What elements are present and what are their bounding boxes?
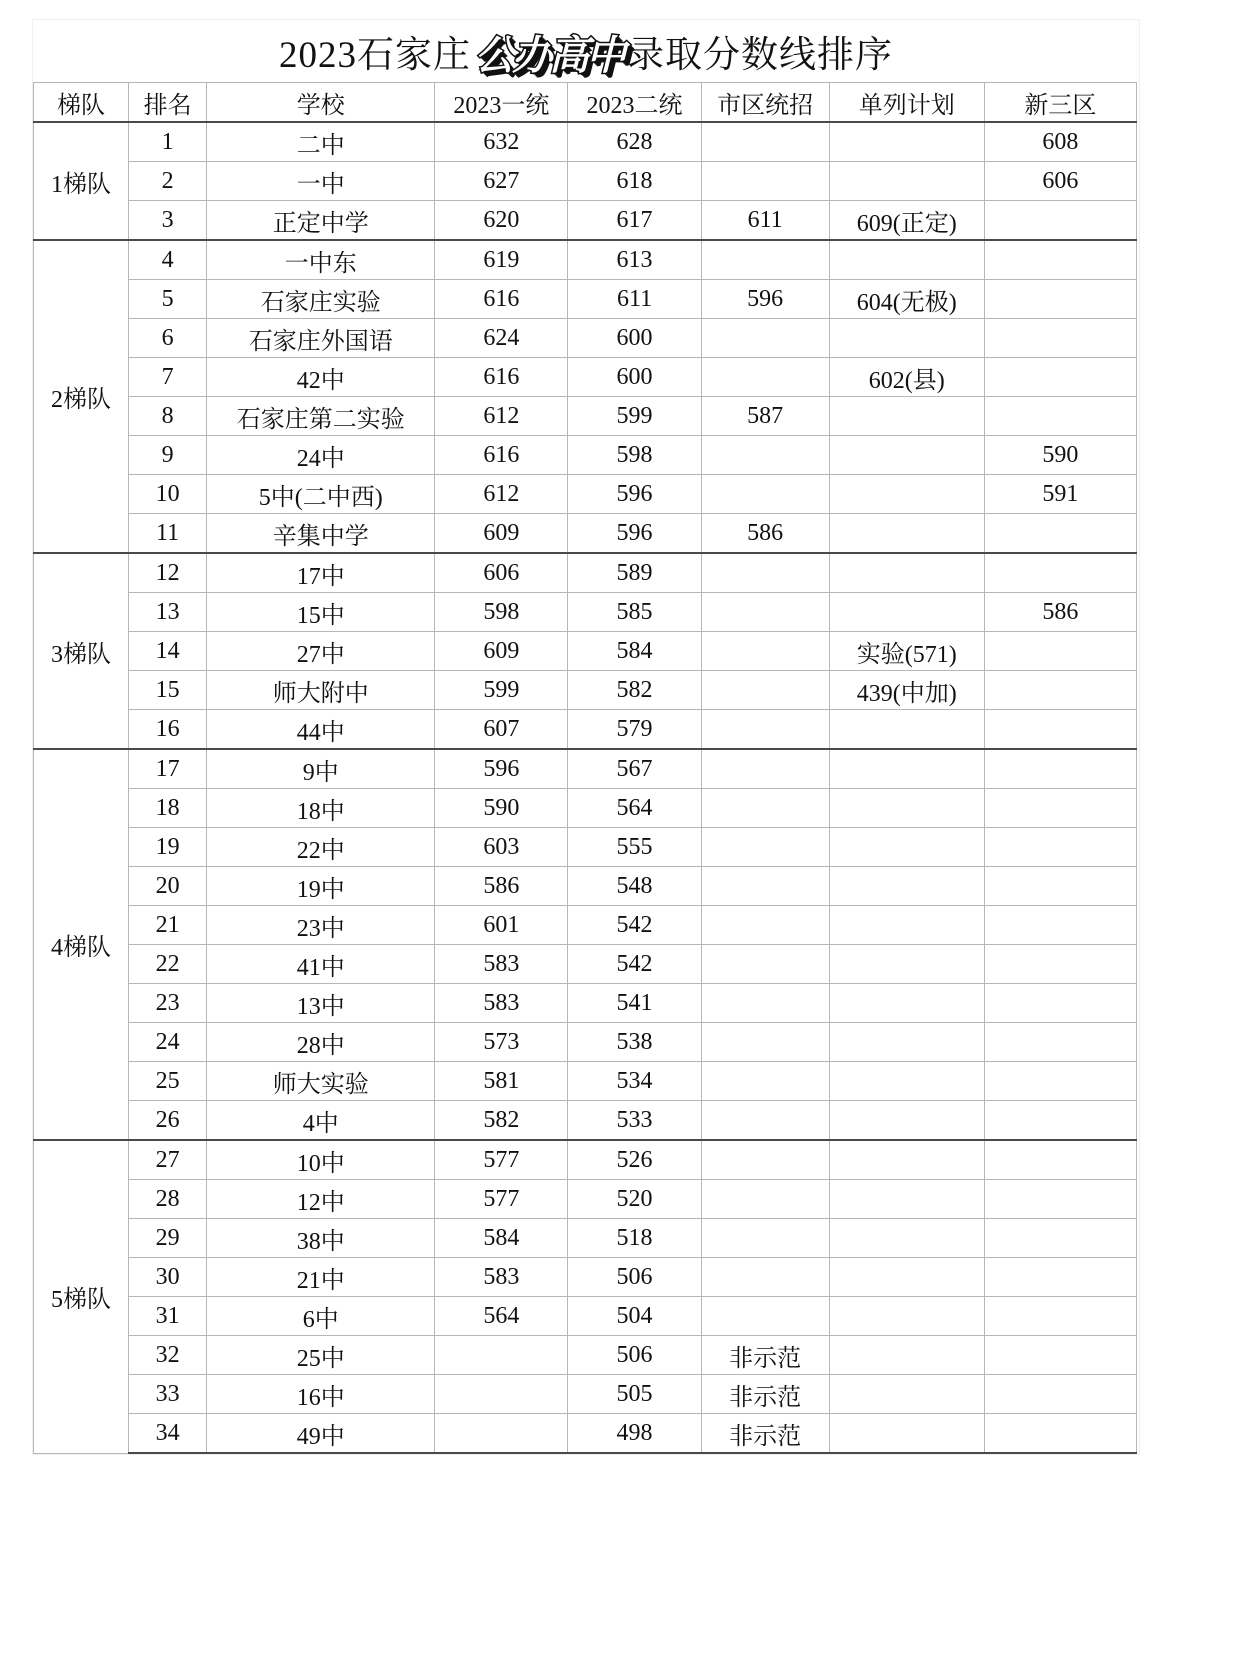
column-header-separate-plan: 单列计划 xyxy=(829,83,984,123)
cell-city-admission xyxy=(701,1180,829,1219)
cell-school: 4中 xyxy=(207,1101,435,1141)
tier-label-cell: 1梯队 xyxy=(34,122,129,240)
cell-exam1-score: 577 xyxy=(435,1140,568,1180)
cell-exam2-score: 541 xyxy=(568,984,701,1023)
cell-exam1-score: 616 xyxy=(435,436,568,475)
cell-school: 10中 xyxy=(207,1140,435,1180)
cell-rank: 2 xyxy=(129,162,207,201)
cell-school: 辛集中学 xyxy=(207,514,435,554)
table-row xyxy=(34,1101,1137,1141)
cell-exam2-score: 579 xyxy=(568,710,701,750)
cell-exam2-score: 506 xyxy=(568,1336,701,1375)
cell-exam2-score: 589 xyxy=(568,553,701,593)
cell-school: 42中 xyxy=(207,358,435,397)
cell-new-three-districts: 591 xyxy=(984,475,1136,514)
cell-city-admission xyxy=(701,710,829,750)
cell-new-three-districts xyxy=(984,789,1136,828)
table-row xyxy=(34,867,1137,906)
cell-school: 21中 xyxy=(207,1258,435,1297)
cell-city-admission: 596 xyxy=(701,280,829,319)
cell-separate-plan: 604(无极) xyxy=(829,280,984,319)
cell-exam1-score: 583 xyxy=(435,945,568,984)
cell-exam2-score: 596 xyxy=(568,475,701,514)
cell-new-three-districts xyxy=(984,632,1136,671)
cell-rank: 31 xyxy=(129,1297,207,1336)
cell-rank: 3 xyxy=(129,201,207,241)
cell-exam1-score: 598 xyxy=(435,593,568,632)
cell-new-three-districts: 608 xyxy=(984,122,1136,162)
tier-label-cell: 2梯队 xyxy=(34,240,129,553)
cell-rank: 25 xyxy=(129,1062,207,1101)
cell-city-admission xyxy=(701,945,829,984)
cell-rank: 9 xyxy=(129,436,207,475)
cell-school: 正定中学 xyxy=(207,201,435,241)
column-header-rank: 排名 xyxy=(129,83,207,123)
cell-separate-plan: 602(县) xyxy=(829,358,984,397)
cell-new-three-districts xyxy=(984,319,1136,358)
cell-school: 9中 xyxy=(207,749,435,789)
cell-school: 二中 xyxy=(207,122,435,162)
cell-exam1-score: 581 xyxy=(435,1062,568,1101)
cell-exam1-score: 590 xyxy=(435,789,568,828)
cell-rank: 21 xyxy=(129,906,207,945)
table-row xyxy=(34,828,1137,867)
cell-new-three-districts xyxy=(984,671,1136,710)
cell-city-admission: 非示范 xyxy=(701,1336,829,1375)
cell-school: 19中 xyxy=(207,867,435,906)
cell-exam1-score: 583 xyxy=(435,984,568,1023)
tier-label-cell: 3梯队 xyxy=(34,553,129,749)
cell-rank: 1 xyxy=(129,122,207,162)
cell-city-admission xyxy=(701,632,829,671)
column-header-exam1: 2023一统 xyxy=(435,83,568,123)
cell-exam2-score: 628 xyxy=(568,122,701,162)
cell-separate-plan xyxy=(829,162,984,201)
cell-separate-plan xyxy=(829,319,984,358)
cell-separate-plan xyxy=(829,789,984,828)
cell-separate-plan xyxy=(829,593,984,632)
cell-separate-plan xyxy=(829,240,984,280)
cell-rank: 13 xyxy=(129,593,207,632)
table-row xyxy=(34,593,1137,632)
cell-exam1-score: 603 xyxy=(435,828,568,867)
cell-city-admission xyxy=(701,789,829,828)
cell-separate-plan: 439(中加) xyxy=(829,671,984,710)
cell-city-admission xyxy=(701,162,829,201)
cell-rank: 24 xyxy=(129,1023,207,1062)
cell-exam1-score: 612 xyxy=(435,397,568,436)
cell-school: 38中 xyxy=(207,1219,435,1258)
cell-separate-plan xyxy=(829,984,984,1023)
cell-rank: 11 xyxy=(129,514,207,554)
table-row xyxy=(34,632,1137,671)
cell-rank: 8 xyxy=(129,397,207,436)
cell-school: 师大附中 xyxy=(207,671,435,710)
cell-separate-plan xyxy=(829,553,984,593)
cell-school: 6中 xyxy=(207,1297,435,1336)
table-row xyxy=(34,397,1137,436)
table-row xyxy=(34,358,1137,397)
table-row xyxy=(34,1297,1137,1336)
table-row xyxy=(34,789,1137,828)
table-row xyxy=(34,945,1137,984)
cell-exam1-score xyxy=(435,1336,568,1375)
cell-school: 师大实验 xyxy=(207,1062,435,1101)
cell-new-three-districts xyxy=(984,201,1136,241)
cell-separate-plan xyxy=(829,749,984,789)
cell-city-admission xyxy=(701,475,829,514)
cell-city-admission xyxy=(701,828,829,867)
table-row xyxy=(34,1414,1137,1454)
cell-city-admission xyxy=(701,319,829,358)
cell-exam1-score: 586 xyxy=(435,867,568,906)
cell-rank: 30 xyxy=(129,1258,207,1297)
cell-rank: 32 xyxy=(129,1336,207,1375)
cell-exam2-score: 533 xyxy=(568,1101,701,1141)
cell-city-admission xyxy=(701,553,829,593)
cell-city-admission: 非示范 xyxy=(701,1414,829,1454)
cell-school: 28中 xyxy=(207,1023,435,1062)
cell-city-admission xyxy=(701,1140,829,1180)
cell-exam2-score: 518 xyxy=(568,1219,701,1258)
cell-exam2-score: 596 xyxy=(568,514,701,554)
cell-city-admission xyxy=(701,122,829,162)
table-row xyxy=(34,1375,1137,1414)
cell-school: 23中 xyxy=(207,906,435,945)
cell-exam2-score: 599 xyxy=(568,397,701,436)
title-suffix: 录取分数线排序 xyxy=(627,35,893,76)
cell-rank: 28 xyxy=(129,1180,207,1219)
cell-separate-plan xyxy=(829,1336,984,1375)
cell-exam1-score: 583 xyxy=(435,1258,568,1297)
table-row xyxy=(34,749,1137,789)
scores-table xyxy=(33,82,1137,1454)
title-highlight: 公办高中 xyxy=(475,33,623,78)
cell-exam2-score: 555 xyxy=(568,828,701,867)
cell-city-admission xyxy=(701,867,829,906)
cell-city-admission xyxy=(701,436,829,475)
cell-city-admission xyxy=(701,1062,829,1101)
cell-city-admission xyxy=(701,358,829,397)
cell-city-admission xyxy=(701,906,829,945)
cell-exam1-score: 606 xyxy=(435,553,568,593)
cell-separate-plan xyxy=(829,397,984,436)
cell-city-admission xyxy=(701,1297,829,1336)
table-row xyxy=(34,436,1137,475)
cell-exam2-score: 567 xyxy=(568,749,701,789)
spreadsheet-sheet xyxy=(33,20,1139,1454)
cell-new-three-districts xyxy=(984,358,1136,397)
cell-exam2-score: 613 xyxy=(568,240,701,280)
cell-rank: 23 xyxy=(129,984,207,1023)
cell-rank: 14 xyxy=(129,632,207,671)
cell-exam2-score: 526 xyxy=(568,1140,701,1180)
cell-exam2-score: 618 xyxy=(568,162,701,201)
cell-exam2-score: 611 xyxy=(568,280,701,319)
table-row xyxy=(34,122,1137,162)
cell-new-three-districts xyxy=(984,240,1136,280)
cell-exam1-score: 573 xyxy=(435,1023,568,1062)
cell-rank: 16 xyxy=(129,710,207,750)
cell-new-three-districts: 590 xyxy=(984,436,1136,475)
table-row xyxy=(34,1258,1137,1297)
cell-separate-plan xyxy=(829,1258,984,1297)
cell-city-admission: 586 xyxy=(701,514,829,554)
table-row xyxy=(34,710,1137,750)
cell-exam2-score: 498 xyxy=(568,1414,701,1454)
cell-separate-plan xyxy=(829,1062,984,1101)
cell-exam1-score: 582 xyxy=(435,1101,568,1141)
cell-exam2-score: 600 xyxy=(568,319,701,358)
cell-separate-plan: 实验(571) xyxy=(829,632,984,671)
cell-school: 41中 xyxy=(207,945,435,984)
cell-new-three-districts xyxy=(984,749,1136,789)
cell-exam1-score: 584 xyxy=(435,1219,568,1258)
cell-city-admission xyxy=(701,671,829,710)
cell-separate-plan xyxy=(829,1023,984,1062)
cell-school: 44中 xyxy=(207,710,435,750)
cell-exam1-score: 564 xyxy=(435,1297,568,1336)
cell-exam2-score: 598 xyxy=(568,436,701,475)
cell-exam1-score: 577 xyxy=(435,1180,568,1219)
cell-separate-plan xyxy=(829,1101,984,1141)
cell-rank: 29 xyxy=(129,1219,207,1258)
cell-separate-plan xyxy=(829,475,984,514)
cell-new-three-districts xyxy=(984,1180,1136,1219)
cell-new-three-districts xyxy=(984,1101,1136,1141)
cell-new-three-districts xyxy=(984,945,1136,984)
cell-exam2-score: 582 xyxy=(568,671,701,710)
cell-separate-plan xyxy=(829,1375,984,1414)
cell-school: 12中 xyxy=(207,1180,435,1219)
cell-exam1-score: 599 xyxy=(435,671,568,710)
cell-exam2-score: 534 xyxy=(568,1062,701,1101)
cell-rank: 4 xyxy=(129,240,207,280)
cell-separate-plan xyxy=(829,1414,984,1454)
table-row xyxy=(34,280,1137,319)
cell-exam1-score: 619 xyxy=(435,240,568,280)
cell-exam2-score: 505 xyxy=(568,1375,701,1414)
table-row xyxy=(34,1140,1137,1180)
cell-school: 16中 xyxy=(207,1375,435,1414)
cell-rank: 15 xyxy=(129,671,207,710)
cell-exam1-score: 607 xyxy=(435,710,568,750)
cell-rank: 34 xyxy=(129,1414,207,1454)
cell-school: 石家庄第二实验 xyxy=(207,397,435,436)
cell-separate-plan: 609(正定) xyxy=(829,201,984,241)
table-row xyxy=(34,240,1137,280)
cell-city-admission xyxy=(701,1101,829,1141)
cell-school: 13中 xyxy=(207,984,435,1023)
cell-rank: 20 xyxy=(129,867,207,906)
cell-rank: 19 xyxy=(129,828,207,867)
cell-new-three-districts: 586 xyxy=(984,593,1136,632)
cell-school: 5中(二中西) xyxy=(207,475,435,514)
column-header-city-admission: 市区统招 xyxy=(701,83,829,123)
cell-separate-plan xyxy=(829,710,984,750)
cell-exam1-score: 609 xyxy=(435,632,568,671)
table-row xyxy=(34,906,1137,945)
table-row xyxy=(34,553,1137,593)
cell-rank: 7 xyxy=(129,358,207,397)
header-row xyxy=(34,83,1137,123)
table-body xyxy=(34,122,1137,1453)
table-row xyxy=(34,162,1137,201)
table-row xyxy=(34,475,1137,514)
cell-school: 25中 xyxy=(207,1336,435,1375)
cell-school: 27中 xyxy=(207,632,435,671)
table-row xyxy=(34,201,1137,241)
cell-rank: 6 xyxy=(129,319,207,358)
cell-city-admission xyxy=(701,984,829,1023)
cell-rank: 27 xyxy=(129,1140,207,1180)
cell-separate-plan xyxy=(829,906,984,945)
cell-new-three-districts xyxy=(984,906,1136,945)
cell-separate-plan xyxy=(829,514,984,554)
cell-separate-plan xyxy=(829,436,984,475)
table-row xyxy=(34,1023,1137,1062)
cell-exam2-score: 538 xyxy=(568,1023,701,1062)
cell-city-admission xyxy=(701,1258,829,1297)
cell-exam2-score: 504 xyxy=(568,1297,701,1336)
cell-new-three-districts xyxy=(984,1258,1136,1297)
cell-exam2-score: 520 xyxy=(568,1180,701,1219)
cell-exam2-score: 564 xyxy=(568,789,701,828)
cell-new-three-districts xyxy=(984,1375,1136,1414)
cell-exam1-score: 620 xyxy=(435,201,568,241)
table-row xyxy=(34,1062,1137,1101)
cell-city-admission xyxy=(701,1023,829,1062)
cell-new-three-districts xyxy=(984,280,1136,319)
cell-separate-plan xyxy=(829,828,984,867)
cell-new-three-districts xyxy=(984,514,1136,554)
cell-new-three-districts xyxy=(984,1297,1136,1336)
cell-rank: 17 xyxy=(129,749,207,789)
cell-new-three-districts xyxy=(984,1062,1136,1101)
cell-new-three-districts xyxy=(984,397,1136,436)
cell-separate-plan xyxy=(829,867,984,906)
cell-school: 一中 xyxy=(207,162,435,201)
cell-separate-plan xyxy=(829,1297,984,1336)
cell-exam2-score: 585 xyxy=(568,593,701,632)
cell-school: 49中 xyxy=(207,1414,435,1454)
cell-city-admission xyxy=(701,749,829,789)
tier-label-cell: 5梯队 xyxy=(34,1140,129,1453)
table-header xyxy=(34,83,1137,123)
cell-new-three-districts xyxy=(984,984,1136,1023)
cell-exam1-score: 601 xyxy=(435,906,568,945)
cell-exam1-score: 627 xyxy=(435,162,568,201)
cell-rank: 26 xyxy=(129,1101,207,1141)
cell-rank: 5 xyxy=(129,280,207,319)
cell-new-three-districts xyxy=(984,1140,1136,1180)
cell-separate-plan xyxy=(829,945,984,984)
cell-city-admission xyxy=(701,593,829,632)
cell-separate-plan xyxy=(829,122,984,162)
cell-city-admission xyxy=(701,240,829,280)
cell-school: 22中 xyxy=(207,828,435,867)
cell-school: 一中东 xyxy=(207,240,435,280)
cell-exam1-score xyxy=(435,1375,568,1414)
cell-exam2-score: 584 xyxy=(568,632,701,671)
table-row xyxy=(34,514,1137,554)
cell-exam1-score: 609 xyxy=(435,514,568,554)
cell-new-three-districts xyxy=(984,1023,1136,1062)
cell-exam1-score xyxy=(435,1414,568,1454)
cell-exam2-score: 548 xyxy=(568,867,701,906)
cell-exam1-score: 616 xyxy=(435,280,568,319)
column-header-new-three-districts: 新三区 xyxy=(984,83,1136,123)
column-header-exam2: 2023二统 xyxy=(568,83,701,123)
cell-new-three-districts: 606 xyxy=(984,162,1136,201)
cell-rank: 33 xyxy=(129,1375,207,1414)
cell-school: 24中 xyxy=(207,436,435,475)
cell-exam1-score: 624 xyxy=(435,319,568,358)
cell-school: 18中 xyxy=(207,789,435,828)
cell-city-admission: 587 xyxy=(701,397,829,436)
column-header-school: 学校 xyxy=(207,83,435,123)
cell-rank: 10 xyxy=(129,475,207,514)
table-row xyxy=(34,1219,1137,1258)
cell-school: 石家庄实验 xyxy=(207,280,435,319)
cell-new-three-districts xyxy=(984,828,1136,867)
cell-school: 石家庄外国语 xyxy=(207,319,435,358)
table-row xyxy=(34,1336,1137,1375)
cell-rank: 12 xyxy=(129,553,207,593)
cell-new-three-districts xyxy=(984,1414,1136,1454)
cell-rank: 22 xyxy=(129,945,207,984)
cell-exam1-score: 616 xyxy=(435,358,568,397)
cell-exam2-score: 506 xyxy=(568,1258,701,1297)
cell-exam2-score: 600 xyxy=(568,358,701,397)
cell-exam1-score: 596 xyxy=(435,749,568,789)
table-row xyxy=(34,671,1137,710)
tier-label-cell: 4梯队 xyxy=(34,749,129,1140)
cell-exam2-score: 542 xyxy=(568,906,701,945)
cell-exam1-score: 632 xyxy=(435,122,568,162)
cell-city-admission xyxy=(701,1219,829,1258)
cell-exam2-score: 617 xyxy=(568,201,701,241)
cell-new-three-districts xyxy=(984,553,1136,593)
column-header-tier: 梯队 xyxy=(34,83,129,123)
cell-exam2-score: 542 xyxy=(568,945,701,984)
cell-exam1-score: 612 xyxy=(435,475,568,514)
cell-separate-plan xyxy=(829,1180,984,1219)
title-prefix: 2023石家庄 xyxy=(279,35,471,76)
cell-new-three-districts xyxy=(984,1219,1136,1258)
cell-city-admission: 611 xyxy=(701,201,829,241)
cell-city-admission: 非示范 xyxy=(701,1375,829,1414)
cell-rank: 18 xyxy=(129,789,207,828)
cell-new-three-districts xyxy=(984,710,1136,750)
cell-separate-plan xyxy=(829,1140,984,1180)
cell-school: 15中 xyxy=(207,593,435,632)
table-row xyxy=(34,319,1137,358)
cell-separate-plan xyxy=(829,1219,984,1258)
page-title xyxy=(33,20,1139,82)
cell-new-three-districts xyxy=(984,867,1136,906)
table-row xyxy=(34,984,1137,1023)
table-row xyxy=(34,1180,1137,1219)
cell-school: 17中 xyxy=(207,553,435,593)
cell-new-three-districts xyxy=(984,1336,1136,1375)
